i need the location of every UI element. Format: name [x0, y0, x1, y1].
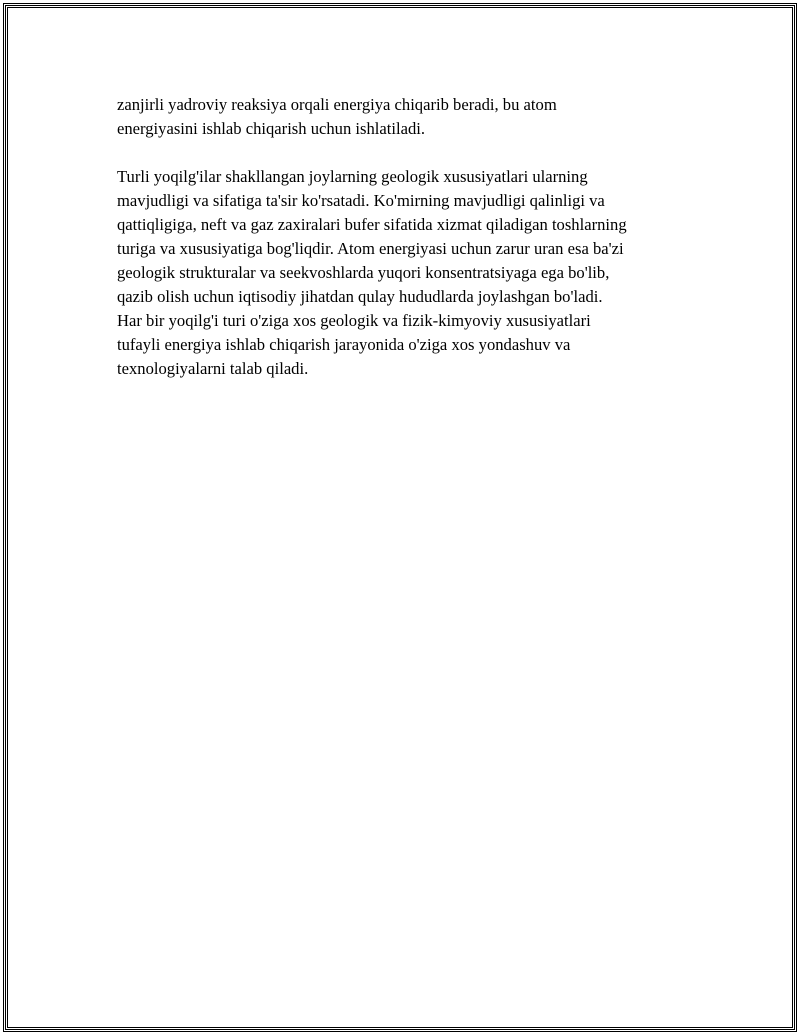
paragraph-2: Turli yoqilg'ilar shakllangan joylarning geologik xususiyatlari ularning mavjudligi va sifatiga ta'sir ko'rsatadi. Ko'mirning mavjudligi qalinligi va qattiqligiga, neft va gaz zaxiralari bufer sifatida xizmat qiladigan toshlarning turiga va xususiyatiga bog'liqdir. Atom energiyasi uchun zarur uran esa ba'zi geologik strukturalar va seekvoshlarda yuqori konsentratsiyaga ega bo'lib, qazib olish uchun iqtisodiy jihatdan qulay hududlarda joylashgan bo'ladi. Har bir yoqilg'i turi o'ziga xos geologik va fizik-kimyoviy xususiyatlari tufayli energiya ishlab chiqarish jarayonida o'ziga xos yondashuv va texnologiyalarni talab qiladi.: [117, 167, 627, 378]
paragraph-1: zanjirli yadroviy reaksiya orqali energiya chiqarib beradi, bu atom energiyasini ishlab chiqarish uchun ishlatiladi.: [117, 95, 557, 138]
document-body: [117, 93, 692, 405]
